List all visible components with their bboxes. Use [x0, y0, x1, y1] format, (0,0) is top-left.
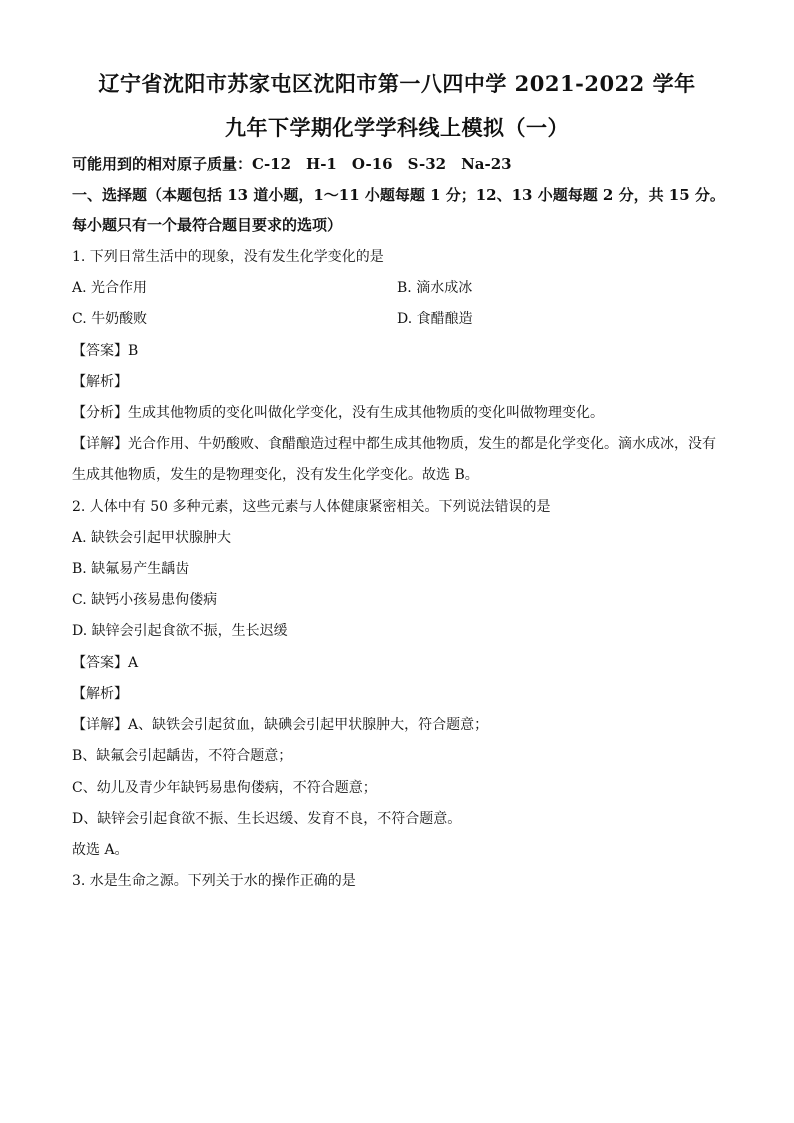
q1-option-d: D. 食醋酿造 — [397, 311, 473, 327]
atomic-masses: 可能用到的相对原子质量：C-12 H-1 O-16 S-32 Na-23 — [72, 155, 512, 173]
section-heading-line-1: 一、选择题（本题包括 13 道小题，1～11 小题每题 1 分；12、13 小题每题 2 分，共 15 分。 — [72, 186, 725, 204]
title-line-2: 九年下学期化学学科线上模拟（一） — [225, 115, 569, 140]
q2-line-d: D、缺锌会引起食欲不振、生长迟缓、发育不良，不符合题意。 — [72, 811, 462, 827]
q1-fenxi: 【分析】生成其他物质的变化叫做化学变化，没有生成其他物质的变化叫做物理变化。 — [72, 405, 604, 421]
q1-xiangjie-line-2: 生成其他物质，发生的是物理变化，没有发生化学变化。故选 B。 — [72, 467, 479, 483]
q2-stem: 2. 人体中有 50 多种元素，这些元素与人体健康紧密相关。下列说法错误的是 — [72, 499, 551, 515]
q1-option-a: A. 光合作用 — [72, 280, 148, 296]
q2-xiangjie: 【详解】A、缺铁会引起贫血，缺碘会引起甲状腺肿大，符合题意； — [72, 717, 489, 733]
q2-line-b: B、缺氟会引起龋齿，不符合题意； — [72, 748, 293, 764]
q2-conclusion: 故选 A。 — [72, 842, 129, 858]
q1-option-c: C. 牛奶酸败 — [72, 311, 148, 327]
q2-line-c: C、幼儿及青少年缺钙易患佝偻病，不符合题意； — [72, 780, 377, 796]
q2-option-b: B. 缺氟易产生龋齿 — [72, 561, 190, 577]
q1-jiexi-label: 【解析】 — [72, 374, 128, 390]
q2-option-a: A. 缺铁会引起甲状腺肿大 — [72, 530, 232, 546]
section-heading-line-2: 每小题只有一个最符合题目要求的选项） — [72, 216, 343, 234]
q2-option-c: C. 缺钙小孩易患佝偻病 — [72, 592, 218, 608]
q1-stem: 1. 下列日常生活中的现象，没有发生化学变化的是 — [72, 249, 384, 265]
q2-answer: 【答案】A — [72, 655, 139, 671]
q2-jiexi-label: 【解析】 — [72, 686, 128, 702]
q1-option-b: B. 滴水成冰 — [397, 280, 473, 296]
q1-answer: 【答案】B — [72, 343, 139, 359]
q2-option-d: D. 缺锌会引起食欲不振，生长迟缓 — [72, 623, 288, 639]
title-line-1: 辽宁省沈阳市苏家屯区沈阳市第一八四中学 2021-2022 学年 — [98, 71, 696, 96]
q1-xiangjie-line-1: 【详解】光合作用、牛奶酸败、食醋酿造过程中都生成其他物质，发生的都是化学变化。滴水成冰，没有 — [72, 436, 716, 452]
q3-stem: 3. 水是生命之源。下列关于水的操作正确的是 — [72, 873, 356, 889]
